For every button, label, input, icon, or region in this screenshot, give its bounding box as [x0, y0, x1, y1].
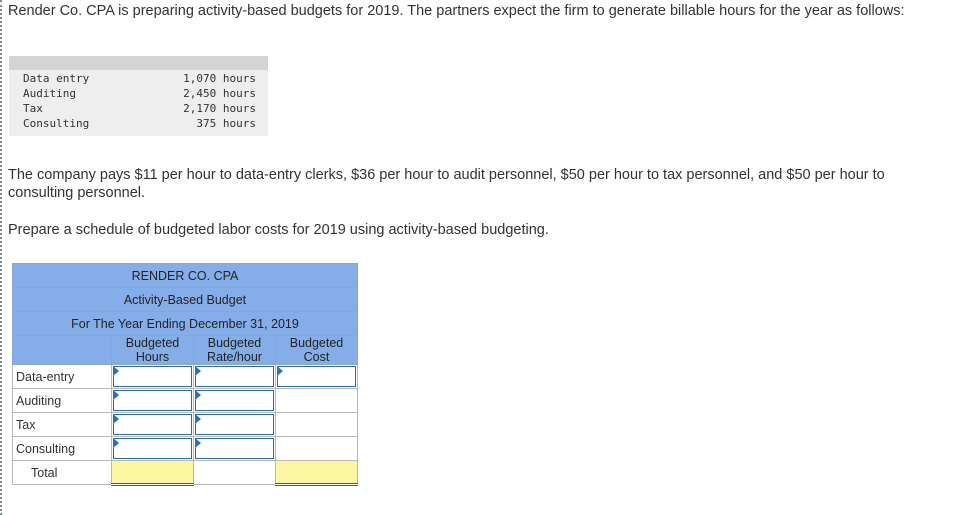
billable-hours-box [9, 56, 268, 136]
total-rate-cell [194, 461, 276, 485]
hours-activity: Consulting [23, 117, 90, 130]
column-header-line: Budgeted [289, 336, 344, 350]
row-label-consulting: Consulting [13, 437, 112, 461]
table-row [13, 365, 358, 389]
auditing-hours-input[interactable] [113, 390, 192, 411]
row-label-tax: Tax [13, 413, 112, 437]
total-row [13, 461, 358, 485]
schedule-title: Activity-Based Budget [13, 288, 358, 312]
consulting-hours-input[interactable] [113, 438, 192, 459]
column-header-rate [194, 336, 276, 365]
column-header-line: Rate/hour [207, 350, 262, 364]
hours-activity: Data entry [23, 72, 90, 85]
column-header-line: Budgeted [125, 336, 180, 350]
intro-text: Render Co. CPA is preparing activity-based budgets for 2019. The partners expect the firm to generate billable hours for the year as follows: [8, 3, 905, 19]
column-header-cost [276, 336, 358, 365]
pay-rates-text: The company pays $11 per hour to data-entry clerks, $36 per hour to audit personnel, $50 per hour to tax personnel, and $50 per hour to consulting personnel. [8, 167, 885, 201]
auditing-rate-input[interactable] [195, 390, 274, 411]
hours-value: 1,070 hours [183, 72, 256, 85]
hours-row [9, 71, 268, 86]
data-entry-cost-input[interactable] [277, 366, 356, 387]
hours-value: 2,170 hours [183, 102, 256, 115]
schedule-company: RENDER CO. CPA [13, 264, 358, 288]
column-header-line: Cost [303, 350, 330, 364]
row-label-total: Total [13, 461, 112, 485]
column-header-line: Hours [135, 350, 170, 364]
hours-activity: Auditing [23, 87, 76, 100]
row-label-auditing: Auditing [13, 389, 112, 413]
hours-value: 375 hours [196, 117, 256, 130]
tax-rate-input[interactable] [195, 414, 274, 435]
tax-cost-cell[interactable] [276, 413, 358, 437]
tax-hours-input[interactable] [113, 414, 192, 435]
row-label-data-entry: Data-entry [13, 365, 112, 389]
question-left-border [0, 0, 2, 515]
data-entry-rate-input[interactable] [195, 366, 274, 387]
column-header-hours [112, 336, 194, 365]
consulting-rate-input[interactable] [195, 438, 274, 459]
instruction-text: Prepare a schedule of budgeted labor costs for 2019 using activity-based budgeting. [8, 222, 549, 238]
hours-row [9, 101, 268, 116]
table-row [13, 413, 358, 437]
hours-activity: Tax [23, 102, 43, 115]
table-row [13, 437, 358, 461]
auditing-cost-cell[interactable] [276, 389, 358, 413]
table-row [13, 389, 358, 413]
data-entry-hours-input[interactable] [113, 366, 192, 387]
hours-value: 2,450 hours [183, 87, 256, 100]
activity-budget-schedule [12, 263, 358, 486]
column-header-line: Budgeted [207, 336, 262, 350]
consulting-cost-cell[interactable] [276, 437, 358, 461]
column-header-blank [13, 336, 112, 365]
total-hours-input[interactable] [112, 461, 194, 485]
hours-row [9, 86, 268, 101]
hours-row [9, 116, 268, 131]
total-cost-input[interactable] [276, 461, 358, 485]
schedule-period: For The Year Ending December 31, 2019 [13, 312, 358, 336]
